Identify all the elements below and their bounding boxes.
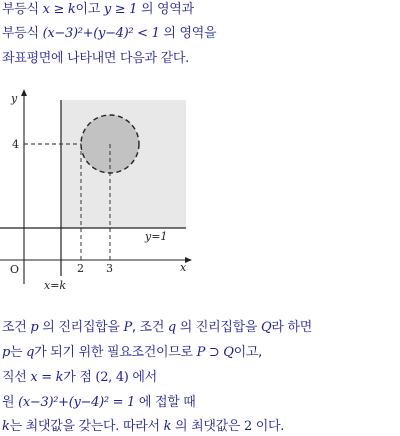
text: 이고 (75, 2, 104, 17)
point-2-4: (2, 4) (95, 370, 129, 385)
intro-line-2 (2, 26, 216, 42)
circle-inequality: (x−3)²+(y−4)² < 1 (42, 26, 160, 41)
label-x-equals-k: x=k (44, 279, 67, 292)
var-q: q (167, 320, 176, 335)
intro-line-1 (2, 2, 194, 18)
tick-y-4: 4 (12, 138, 19, 151)
circle-equation: (x−3)²+(y−4)² = 1 (18, 395, 136, 410)
text: 는 최댓값을 갖는다. 따라서 (9, 419, 164, 434)
text: , 조건 (131, 320, 168, 335)
text: 조건 (2, 320, 31, 335)
label-y-equals-1: y=1 (145, 230, 168, 243)
inequality-y-ge-1: y ≥ 1 (103, 2, 138, 17)
text: 원 (2, 395, 19, 410)
text: 이고, (233, 345, 263, 360)
text: 는 (10, 345, 27, 360)
text: 이다. (251, 419, 285, 434)
set-Q: Q (260, 320, 272, 335)
tick-x-3: 3 (106, 262, 113, 275)
intro-line-3: 좌표평면에 나타내면 다음과 같다. (2, 51, 189, 66)
text: 라 하면 (271, 320, 312, 335)
tick-x-2: 2 (77, 262, 84, 275)
solution-line-5 (2, 419, 284, 435)
text: 직선 (2, 370, 31, 385)
text: 에서 (128, 370, 157, 385)
var-k: k (2, 419, 10, 434)
solution-line-4 (2, 395, 196, 411)
solution-line-1 (2, 320, 312, 336)
var-q: q (26, 345, 35, 360)
inequality-x-ge-k: x ≥ k (42, 2, 76, 17)
solution-line-3 (2, 370, 157, 386)
y-axis-arrow (21, 89, 27, 96)
text: 가 되기 위한 필요조건이므로 (34, 345, 197, 360)
var-p: p (30, 320, 39, 335)
var-p: p (2, 345, 11, 360)
line-equation: x = k (30, 370, 64, 385)
text: 부등식 (2, 2, 43, 17)
origin-label: O (10, 263, 20, 276)
text: 의 영역을 (159, 26, 217, 41)
y-axis-label: y (11, 92, 18, 105)
x-axis-label: x (180, 261, 187, 274)
set-relation: P ⊃ Q (196, 345, 234, 360)
var-k: k (163, 419, 172, 434)
text: 부등식 (2, 26, 43, 41)
coordinate-figure (0, 84, 200, 298)
text: 에 접할 때 (135, 395, 196, 410)
text: 의 최댓값은 (171, 419, 244, 434)
text: 의 영역과 (137, 2, 194, 17)
text: 의 진리집합을 (175, 320, 261, 335)
solution-line-2 (2, 345, 262, 361)
answer-value: 2 (243, 419, 252, 434)
text: 의 진리집합을 (38, 320, 124, 335)
set-P: P (123, 320, 132, 335)
text: 가 점 (63, 370, 96, 385)
